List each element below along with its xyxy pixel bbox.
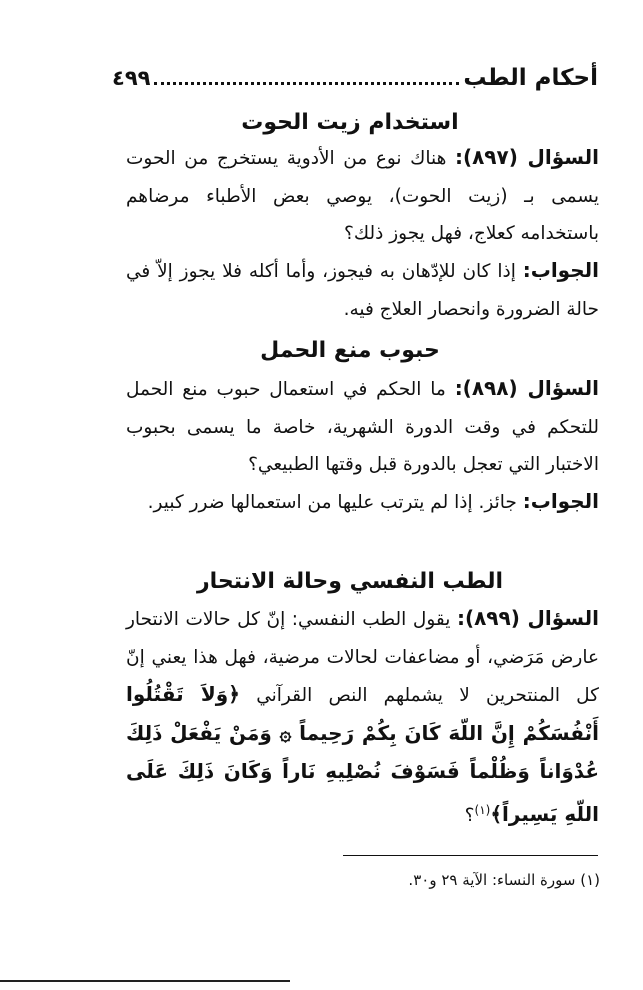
question-label: السؤال (٨٩٩): — [456, 606, 599, 630]
question-label: السؤال (٨٩٧): — [454, 145, 599, 169]
header-dot-leader — [154, 82, 459, 85]
question-text: يقول الطب النفسي: إنّ كل حالات الانتحار عارض مَرَضي، أو مضاعفات لحالات مرضية، فهل هذا يعني إنّ كل المنتحرين لا يشملهم النص القرآني — [126, 609, 599, 706]
answer-898 — [126, 483, 599, 522]
question-text: ما الحكم في استعمال حبوب منع الحمل للتحكم في وقت الدورة الشهرية، خاصة ما يسمى بحبوب الاختبار التي تعجل بالدورة قبل وقتها الطبيعي؟ — [126, 379, 599, 475]
question-end: ؟ — [464, 804, 475, 826]
section-heading-contraceptive-pills: حبوب منع الحمل — [260, 338, 440, 363]
answer-label: الجواب: — [522, 258, 599, 282]
question-897 — [126, 139, 599, 253]
footnote: (١) سورة النساء: الآية ٢٩ و٣٠. — [408, 871, 600, 889]
footnote-separator — [343, 855, 598, 856]
question-label: السؤال (٨٩٨): — [454, 376, 599, 400]
answer-text: إذا كان للإدّهان به فيجوز، وأما أكله فلا يجوز إلاّ في حالة الضرورة وانحصار العلاج فيه. — [126, 261, 599, 320]
answer-897 — [126, 252, 599, 328]
header-title: أحكام الطب — [463, 65, 598, 91]
running-header — [112, 58, 598, 92]
section-heading-psychiatry-suicide: الطب النفسي وحالة الانتحار — [196, 569, 504, 594]
bottom-rule — [0, 980, 290, 982]
answer-text: جائز. إذا لم يترتب عليها من استعمالها ضرر كبير. — [147, 492, 517, 513]
question-899 — [126, 600, 599, 834]
question-898 — [126, 370, 599, 484]
section-heading-whale-oil: استخدام زيت الحوت — [241, 110, 459, 135]
footnote-ref: (١) — [474, 802, 491, 817]
quran-verse: ﴿وَلاَ تَقْتُلُوا أَنْفُسَكُمْ إِنَّ اللّهَ كَانَ بِكُمْ رَحِيماً ۞ وَمَنْ يَفْعَلْ ذَلِكَ عُدْوَاناً وَظُلْماً فَسَوْفَ نُصْلِيهِ نَاراً وَكَانَ ذَلِكَ عَلَى اللّهِ يَسِيراً﴾ — [126, 682, 599, 826]
question-text: هناك نوع من الأدوية يستخرج من الحوت يسمى بـ (زيت الحوت)، يوصي بعض الأطباء مرضاهم باستخدامه كعلاج، فهل يجوز ذلك؟ — [126, 148, 599, 244]
page-number: ٤٩٩ — [112, 66, 151, 90]
answer-label: الجواب: — [522, 489, 599, 513]
